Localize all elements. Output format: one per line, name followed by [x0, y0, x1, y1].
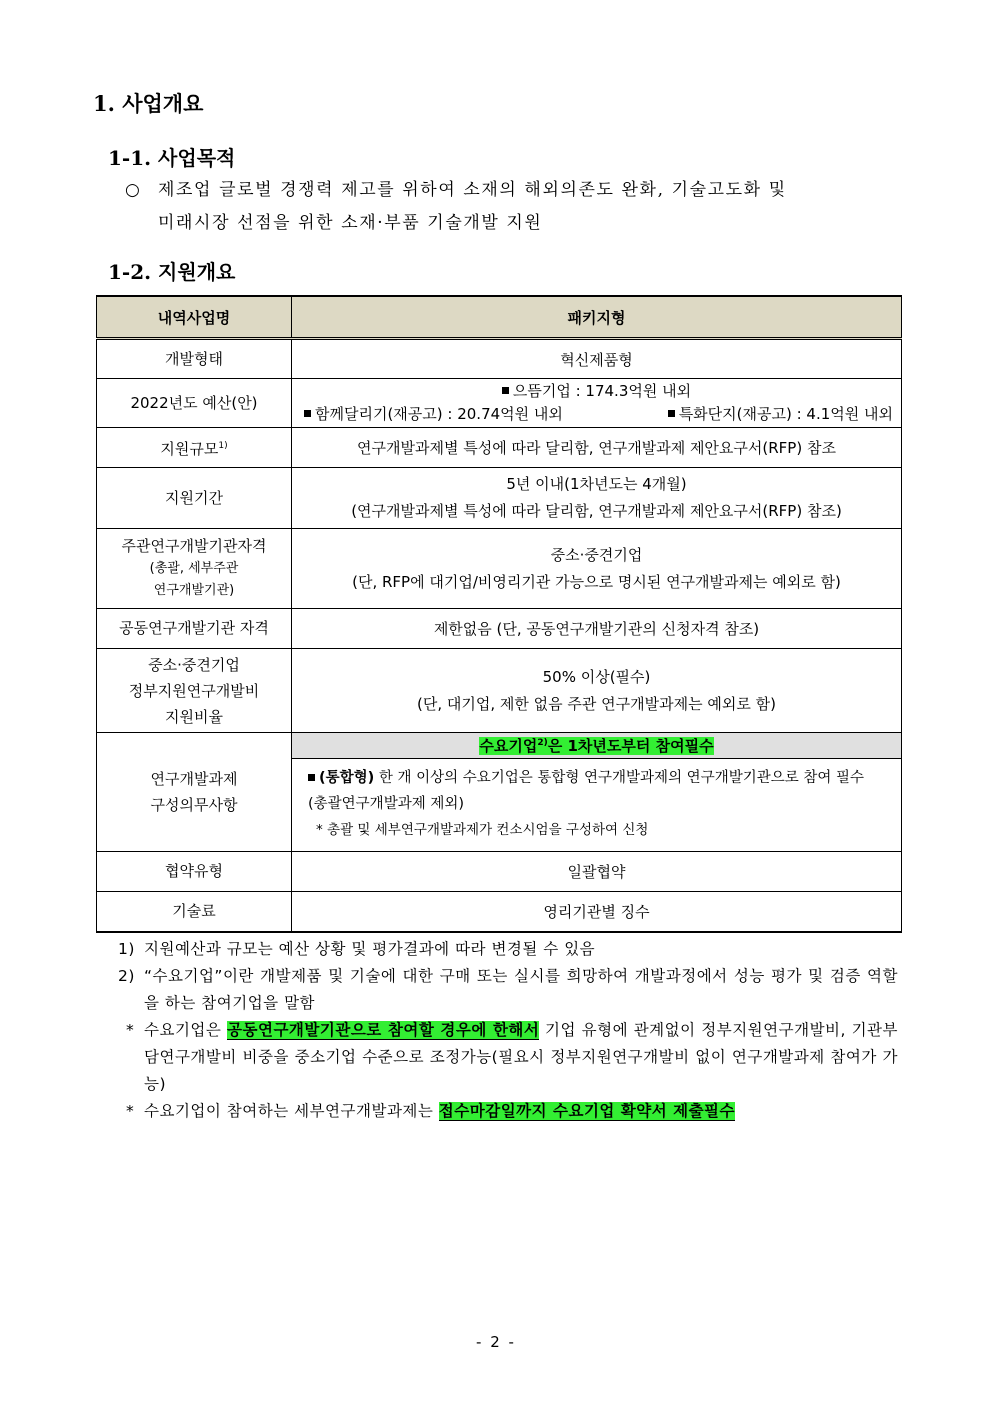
- duty-banner: 수요기업$^{2)}$은 1차년도부터 참여필수: [292, 733, 901, 759]
- row-value-period: 5년 이내(1차년도는 4개월) (연구개발과제별 특성에 따라 달리함, 연구개발과제 제안요구서(RFP) 참조): [292, 468, 902, 529]
- footnote-1: 1) 지원예산과 규모는 예산 상황 및 평가결과에 따라 변경될 수 있음: [118, 940, 596, 958]
- footnote-2: 2) “수요기업”이란 개발제품 및 기술에 대한 구매 또는 실시를 희망하여 개발과정에서 성능 평가 및 검증 역할을 하는 참여기업을 말함: [118, 967, 898, 1012]
- square-bullet-icon: [502, 387, 509, 394]
- header-package-type: 패키지형: [292, 296, 902, 339]
- table-row: [97, 468, 902, 529]
- header-program-name: 내역사업명: [97, 296, 292, 339]
- table-row: [97, 529, 902, 609]
- circle-bullet-icon: ○: [125, 180, 142, 200]
- row-value-dev-type: 혁신제품형: [292, 339, 902, 379]
- table-header-row: [97, 296, 902, 339]
- asterisk-note-1: * 수요기업은 공동연구개발기관으로 참여할 경우에 한해서 기업 유형에 관계없이 정부지원연구개발비, 기관부담연구개발비 비중을 중소기업 수준으로 조정가능(필요시 정부지원연구개발비 없이 연구개발과제 참여가 가능): [126, 1021, 899, 1093]
- support-overview-table: [96, 295, 902, 933]
- row-value-scale: 연구개발과제별 특성에 따라 달리함, 연구개발과제 제안요구서(RFP) 참조: [292, 428, 902, 468]
- row-label-budget: 2022년도 예산(안): [97, 379, 292, 428]
- highlight-text: 접수마감일까지 수요기업 확약서 제출필수: [438, 1102, 736, 1120]
- row-label-fee: 기술료: [97, 892, 292, 932]
- row-label-dev-type: 개발형태: [97, 339, 292, 379]
- budget-item-2: 함께달리기(재공고) : 20.74억원 내외: [304, 403, 563, 426]
- table-row: [97, 892, 902, 932]
- duty-item: (통합형) 한 개 이상의 수요기업은 통합형 연구개발과제의 연구개발기관으로 참여 필수 (총괄연구개발과제 제외) * 총괄 및 세부연구개발과제가 컨소시엄을 구성하여 신청: [298, 759, 895, 851]
- row-value-budget: [292, 379, 902, 428]
- square-bullet-icon: [308, 774, 315, 781]
- table-row: [97, 852, 902, 892]
- footnote-ref: 1): [218, 440, 228, 451]
- row-label-contract: 협약유형: [97, 852, 292, 892]
- row-value-ratio: 50% 이상(필수) (단, 대기업, 제한 없음 주관 연구개발과제는 예외로 함): [292, 649, 902, 733]
- budget-item-1: 으뜸기업 : 174.3억원 내외: [296, 380, 897, 403]
- footnotes: [118, 936, 898, 1125]
- highlight-text: 공동연구개발기관으로 참여할 경우에 한해서: [227, 1021, 540, 1039]
- table-row: [97, 428, 902, 468]
- purpose-line-2: 미래시장 선점을 위한 소재·부품 기술개발 지원: [158, 213, 543, 233]
- row-value-lead: 중소·중견기업 (단, RFP에 대기업/비영리기관 가능으로 명시된 연구개발과제는 예외로 함): [292, 529, 902, 609]
- row-value-duty: [292, 733, 902, 852]
- support-title: 1-2. 지원개요: [108, 260, 236, 284]
- asterisk-note-2: * 수요기업이 참여하는 세부연구개발과제는 접수마감일까지 수요기업 확약서 제출필수: [126, 1102, 736, 1120]
- row-label-duty: 연구개발과제 구성의무사항: [97, 733, 292, 852]
- purpose-title: 1-1. 사업목적: [108, 146, 236, 170]
- row-label-ratio: 중소·중견기업 정부지원연구개발비 지원비율: [97, 649, 292, 733]
- row-value-joint: 제한없음 (단, 공동연구개발기관의 신청자격 참조): [292, 609, 902, 649]
- table-row: [97, 379, 902, 428]
- budget-item-3: 특화단지(재공고) : 4.1억원 내외: [668, 403, 893, 426]
- table-row: [97, 733, 902, 852]
- row-label-period: 지원기간: [97, 468, 292, 529]
- table-row: [97, 609, 902, 649]
- purpose-line-1: 제조업 글로벌 경쟁력 제고를 위하여 소재의 해외의존도 완화, 기술고도화 및: [158, 180, 787, 200]
- square-bullet-icon: [668, 410, 675, 417]
- row-label-scale: 지원규모$^{1)}$: [97, 428, 292, 468]
- row-value-contract: 일괄협약: [292, 852, 902, 892]
- duty-note: * 총괄 및 세부연구개발과제가 컨소시엄을 구성하여 신청: [316, 822, 649, 838]
- table-row: [97, 339, 902, 379]
- row-value-fee: 영리기관별 징수: [292, 892, 902, 932]
- row-label-lead: 주관연구개발기관자격 (총괄, 세부주관 연구개발기관): [97, 529, 292, 609]
- square-bullet-icon: [304, 410, 311, 417]
- row-label-joint: 공동연구개발기관 자격: [97, 609, 292, 649]
- page-number: - 2 -: [476, 1333, 516, 1351]
- section-title: 1. 사업개요: [93, 91, 204, 116]
- table-row: [97, 649, 902, 733]
